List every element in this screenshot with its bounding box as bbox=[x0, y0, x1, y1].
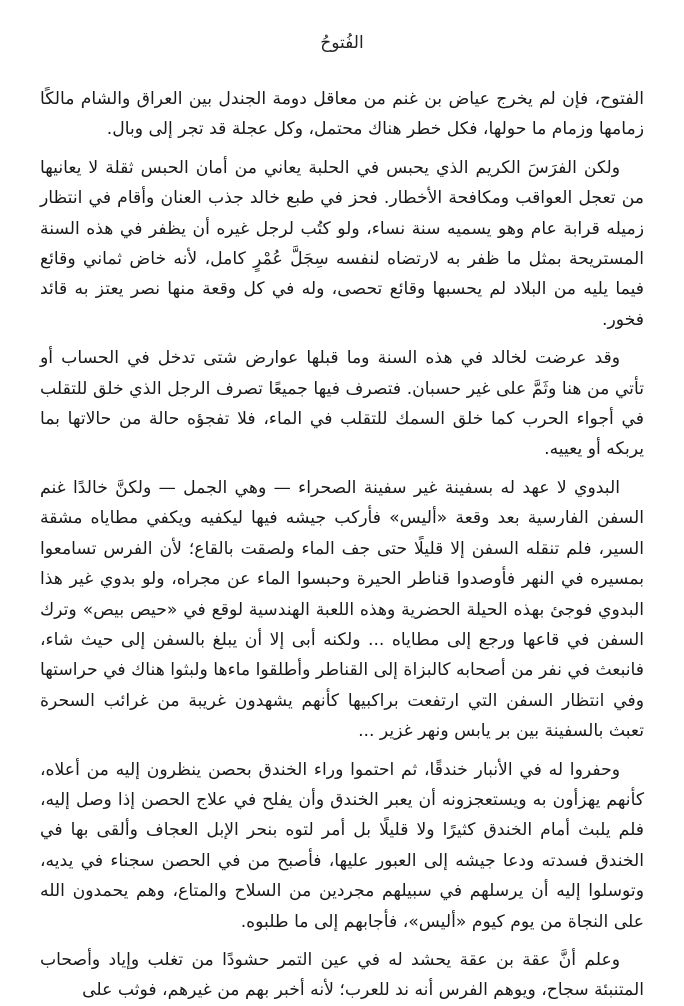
paragraph: ولكن الفرَسَ الكريم الذي يحبس في الحلبة يعاني من أمان الحبس ثقلة لا يعانيها من تعجل العواقب ومكافحة الأخطار. فحز في طبع خالد جذب العنان وأقام في انتظار زميله قرابة عام وهو يسميه سنة نساء، ولو كتُب لرجل غيره أن يظفر في هذه السنة المستريحة بمثل ما ظفر به لارتضاه لنفسه سِجَلَّ عُمْرٍ كامل، لأنه خاض ثماني وقائع فيما يليه من البلاد لم يحسبها وقائع تحصى، وله في كل وقعة منها نصر يعتز به قائد فخور. bbox=[40, 157, 644, 330]
paragraph: وحفروا له في الأنبار خندقًا، ثم احتموا وراء الخندق بحصن ينظرون إليه من أعلاه، كأنهم يهزأون به ويستعجزونه أن يعبر الخندق وأن يفلح في علاج الحصن إذا وصل إليه، فلم يلبث أمام الخندق كثيرًا ولا قليلًا بل أمر لتوه بنحر الإبل العجاف وألقى بها في الخندق فسدته ودعا جيشه إلى العبور عليها، فأصبح من في الحصن سجناء في يديه، وتوسلوا إليه أن يرسلهم في سبيلهم مجردين من السلاح والمتاع، وهم يحمدون الله على النجاة من يوم كيوم «أليس»، فأجابهم إلى ما طلبوه. bbox=[40, 759, 644, 932]
running-header: الفُتوحُ bbox=[320, 33, 364, 53]
paragraph: الفتوح، فإن لم يخرج عياض بن غنم من معاقل دومة الجندل بين العراق والشام مالكًا زمامها وزمام ما حولها، فكل خطر هناك محتمل، وكل عجلة قد تجر إلى وبال. bbox=[40, 89, 644, 140]
body-text bbox=[40, 84, 644, 1006]
paragraph: البدوي لا عهد له بسفينة غير سفينة الصحراء — وهي الجمل — ولكنَّ خالدًا غنم السفن الفارسية بعد وقعة «أليس» فأركب جيشه فيها ليكفيه ويكفي مطاياه مشقة السير، فلم تنقله السفن إلا قليلًا حتى جف الماء ولصقت بالقاع؛ لأن الفرس تسامعوا بمسيره في النهر فأوصدوا قناطر الحيرة وحبسوا الماء عن مجراه، ولو بدوي غير هذا البدوي فوجئ بهذه الحيلة الحضرية وهذه اللعبة الهندسية لوقع في «حيص بيص» وترك السفن في قاعها ورجع إلى مطاياه ... ولكنه أبى إلا أن يبلغ بالسفن إلى حيث شاء، فانبعث في نفر من أصحابه كالبزاة إلى القناطر وأطلقوا ماءها ولبثوا هناك في حراستها وفي انتظار السفن التي ارتفعت براكبيها كأنهم يشهدون غريبة من غرائب السحرة تعبث بالسفينة بين بر يابس ونهر غزير ... bbox=[40, 477, 644, 742]
paragraph: وعلم أنَّ عقة بن عقة يحشد له في عين التمر حشودًا من تغلب وإياد وأصحاب المتنبئة سجاح، ويوهم الفرس أنه ند للعرب؛ لأنه أخبر بهم من غيرهم، فوثب على bbox=[40, 949, 644, 1001]
paragraph: وقد عرضت لخالد في هذه السنة وما قبلها عوارض شتى تدخل في الحساب أو تأتي من هنا وثَمَّ على غير حسبان. فتصرف فيها جميعًا تصرف الرجل الذي خلق للتقلب في أجواء الحرب كما خلق السمك للتقلب في الماء، فلا تفجؤه حالة من حالاتها بما يربكه أو يعييه. bbox=[40, 348, 644, 460]
